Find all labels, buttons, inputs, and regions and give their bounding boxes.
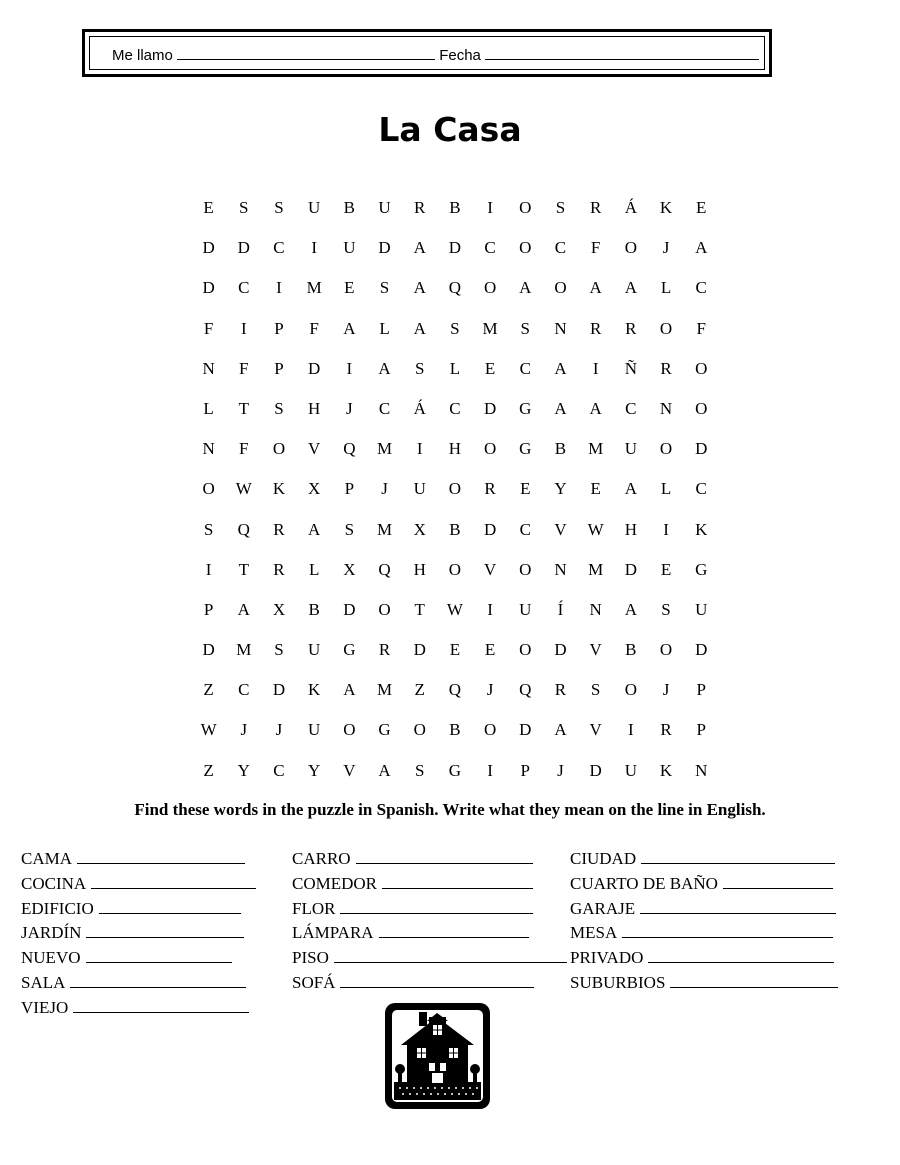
grid-letter[interactable]: A bbox=[554, 358, 567, 378]
grid-letter[interactable]: D bbox=[413, 640, 426, 660]
grid-letter[interactable]: M bbox=[306, 278, 322, 298]
grid-letter[interactable]: R bbox=[273, 519, 285, 539]
grid-letter[interactable]: S bbox=[414, 760, 425, 780]
word-list-item bbox=[21, 946, 256, 971]
grid-letter[interactable]: E bbox=[590, 479, 601, 499]
grid-letter[interactable]: A bbox=[624, 599, 637, 619]
grid-letter[interactable]: U bbox=[308, 640, 321, 660]
grid-letter[interactable]: L bbox=[203, 398, 214, 418]
vocab-word: NUEVO bbox=[21, 948, 81, 968]
grid-letter[interactable]: L bbox=[660, 278, 672, 298]
grid-letter[interactable]: G bbox=[519, 439, 532, 459]
grid-letter[interactable]: S bbox=[274, 640, 284, 660]
grid-letter[interactable]: P bbox=[344, 479, 355, 499]
grid-letter[interactable]: U bbox=[308, 198, 321, 217]
grid-letter[interactable]: R bbox=[660, 358, 672, 378]
answer-line[interactable] bbox=[640, 897, 836, 914]
grid-letter[interactable]: K bbox=[308, 680, 321, 700]
grid-letter[interactable]: O bbox=[659, 318, 673, 338]
word-search-grid bbox=[191, 192, 719, 795]
grid-letter[interactable]: C bbox=[695, 479, 707, 499]
grid-letter[interactable]: O bbox=[519, 559, 532, 579]
grid-letter[interactable]: E bbox=[484, 358, 496, 378]
grid-letter[interactable]: J bbox=[275, 720, 283, 740]
word-list-item bbox=[570, 946, 838, 971]
word-list-item bbox=[570, 971, 838, 996]
answer-line[interactable] bbox=[91, 872, 256, 889]
answer-line[interactable] bbox=[99, 897, 241, 914]
word-list-item bbox=[21, 971, 256, 996]
grid-letter[interactable]: D bbox=[202, 640, 215, 660]
instructions: Find these words in the puzzle in Spanish. Write what they mean on the line in English. bbox=[134, 800, 766, 819]
grid-letter[interactable]: D bbox=[378, 238, 391, 258]
grid-letter[interactable]: D bbox=[202, 278, 215, 298]
grid-letter[interactable]: U bbox=[413, 479, 426, 499]
grid-letter[interactable]: V bbox=[483, 559, 497, 579]
vocab-word: COMEDOR bbox=[292, 873, 378, 893]
grid-letter[interactable]: E bbox=[696, 198, 707, 217]
word-list-item bbox=[292, 971, 567, 996]
grid-letter[interactable]: U bbox=[343, 238, 356, 258]
vocab-word: SALA bbox=[21, 972, 66, 992]
grid-letter[interactable]: Z bbox=[203, 760, 214, 780]
grid-letter[interactable]: X bbox=[413, 519, 426, 539]
grid-letter[interactable]: J bbox=[240, 720, 248, 740]
grid-letter[interactable]: J bbox=[346, 398, 353, 418]
grid-letter[interactable]: A bbox=[237, 599, 250, 619]
grid-letter[interactable]: Ñ bbox=[624, 358, 637, 378]
grid-letter[interactable]: I bbox=[487, 198, 493, 217]
date-label: Fecha bbox=[439, 47, 481, 64]
grid-letter[interactable]: D bbox=[272, 680, 286, 700]
word-list-column-3 bbox=[570, 847, 838, 996]
answer-line[interactable] bbox=[670, 971, 838, 988]
grid-letter[interactable]: F bbox=[203, 318, 214, 338]
grid-letter[interactable]: O bbox=[448, 559, 462, 579]
grid-letter[interactable]: A bbox=[554, 720, 567, 740]
grid-letter[interactable]: O bbox=[659, 640, 673, 660]
grid-letter[interactable]: A bbox=[695, 238, 708, 258]
grid-letter[interactable]: D bbox=[554, 640, 567, 660]
word-list-item bbox=[292, 847, 567, 872]
grid-letter[interactable]: Y bbox=[554, 479, 567, 499]
house-icon bbox=[385, 1003, 490, 1109]
grid-letter[interactable]: M bbox=[236, 640, 252, 660]
grid-letter[interactable]: I bbox=[663, 519, 669, 539]
name-blank[interactable] bbox=[177, 47, 435, 60]
name-date-line bbox=[112, 47, 759, 64]
grid-letter[interactable]: F bbox=[239, 358, 249, 378]
answer-line[interactable] bbox=[622, 921, 833, 938]
grid-letter[interactable]: B bbox=[449, 519, 461, 539]
grid-letter[interactable]: G bbox=[519, 398, 532, 418]
grid-letter[interactable]: S bbox=[590, 680, 601, 700]
answer-line[interactable] bbox=[77, 847, 245, 864]
word-list-item bbox=[292, 946, 567, 971]
grid-letter[interactable]: F bbox=[309, 318, 319, 338]
grid-letter[interactable]: I bbox=[416, 439, 423, 459]
word-list-column-1 bbox=[21, 847, 256, 1021]
grid-letter[interactable]: O bbox=[483, 720, 497, 740]
grid-letter[interactable]: O bbox=[272, 439, 286, 459]
grid-letter[interactable]: Z bbox=[203, 680, 214, 700]
grid-letter[interactable]: R bbox=[660, 720, 672, 740]
grid-letter[interactable]: S bbox=[239, 198, 249, 217]
answer-line[interactable] bbox=[723, 872, 833, 889]
grid-letter[interactable]: E bbox=[344, 278, 355, 298]
grid-letter[interactable]: S bbox=[555, 198, 566, 217]
grid-letter[interactable]: D bbox=[448, 238, 462, 258]
name-date-inner-border bbox=[89, 36, 765, 70]
grid-letter[interactable]: O bbox=[695, 398, 708, 418]
name-label: Me llamo bbox=[112, 47, 173, 64]
grid-letter[interactable]: I bbox=[276, 278, 282, 298]
grid-letter[interactable]: M bbox=[376, 519, 393, 539]
grid-letter[interactable]: D bbox=[589, 760, 602, 780]
grid-letter[interactable]: I bbox=[240, 318, 247, 338]
grid-letter[interactable]: X bbox=[272, 599, 286, 619]
grid-letter[interactable]: I bbox=[311, 238, 317, 258]
grid-letter[interactable]: H bbox=[413, 559, 426, 579]
grid-letter[interactable]: C bbox=[378, 398, 391, 418]
word-list-item bbox=[21, 847, 256, 872]
grid-letter[interactable]: M bbox=[376, 439, 393, 459]
grid-letter[interactable]: A bbox=[343, 680, 356, 700]
grid-letter[interactable]: S bbox=[344, 519, 355, 539]
vocab-word: SUBURBIOS bbox=[570, 972, 666, 992]
grid-letter[interactable]: B bbox=[343, 198, 356, 217]
grid-letter[interactable]: S bbox=[414, 358, 425, 378]
grid-letter[interactable]: T bbox=[238, 559, 249, 579]
grid-letter[interactable]: D bbox=[483, 519, 497, 539]
grid-letter[interactable]: N bbox=[554, 559, 567, 579]
grid-letter[interactable]: F bbox=[590, 238, 601, 258]
grid-letter[interactable]: Q bbox=[519, 680, 532, 700]
word-list-item bbox=[21, 872, 256, 897]
grid-letter[interactable]: O bbox=[448, 479, 462, 499]
grid-letter[interactable]: X bbox=[308, 479, 321, 499]
grid-letter[interactable]: P bbox=[696, 720, 706, 740]
grid-letter[interactable]: Q bbox=[378, 559, 391, 579]
answer-line[interactable] bbox=[356, 847, 533, 864]
grid-letter[interactable]: V bbox=[343, 760, 356, 780]
vocab-word: CAMA bbox=[21, 849, 73, 868]
grid-letter[interactable]: O bbox=[624, 238, 637, 258]
grid-letter[interactable]: I bbox=[628, 720, 634, 740]
grid-letter[interactable]: C bbox=[519, 519, 531, 539]
grid-letter[interactable]: U bbox=[624, 439, 637, 459]
grid-letter[interactable]: V bbox=[589, 720, 602, 740]
grid-letter[interactable]: L bbox=[449, 358, 461, 378]
grid-letter[interactable]: Y bbox=[308, 760, 321, 780]
vocab-word: FLOR bbox=[292, 898, 336, 918]
answer-line[interactable] bbox=[379, 921, 529, 938]
grid-letter[interactable]: I bbox=[205, 559, 212, 579]
word-list-item bbox=[570, 897, 838, 922]
grid-letter[interactable]: O bbox=[413, 720, 426, 740]
grid-letter[interactable]: R bbox=[414, 198, 426, 217]
grid-letter[interactable]: S bbox=[661, 599, 671, 619]
grid-letter[interactable]: K bbox=[659, 760, 673, 780]
grid-letter[interactable]: G bbox=[378, 720, 391, 740]
word-list-item bbox=[292, 897, 567, 922]
grid-letter[interactable]: E bbox=[484, 640, 496, 660]
grid-letter[interactable]: U bbox=[519, 599, 532, 619]
grid-letter[interactable]: B bbox=[449, 720, 461, 740]
grid-letter[interactable]: R bbox=[554, 680, 567, 700]
word-list-item bbox=[570, 921, 838, 946]
grid-letter[interactable]: N bbox=[659, 398, 673, 418]
grid-letter[interactable]: V bbox=[308, 439, 321, 459]
grid-letter[interactable]: Z bbox=[414, 680, 425, 700]
grid-letter[interactable]: H bbox=[448, 439, 462, 459]
word-list-item bbox=[21, 996, 256, 1021]
date-blank[interactable] bbox=[485, 47, 759, 60]
grid-letter[interactable]: L bbox=[660, 479, 672, 499]
grid-letter[interactable]: I bbox=[487, 760, 493, 780]
name-date-box bbox=[82, 29, 772, 77]
grid-letter[interactable]: O bbox=[519, 640, 532, 660]
grid-letter[interactable]: S bbox=[274, 398, 284, 418]
word-list-column-2 bbox=[292, 847, 567, 996]
grid-letter[interactable]: I bbox=[487, 599, 493, 619]
grid-letter[interactable]: P bbox=[203, 599, 214, 619]
grid-letter[interactable]: O bbox=[624, 680, 637, 700]
grid-letter[interactable]: D bbox=[695, 439, 708, 459]
grid-letter[interactable]: A bbox=[378, 760, 391, 780]
grid-letter[interactable]: D bbox=[308, 358, 321, 378]
grid-letter[interactable]: L bbox=[379, 318, 390, 338]
vocab-word: EDIFICIO bbox=[21, 898, 94, 918]
grid-letter[interactable]: F bbox=[239, 439, 249, 459]
grid-letter[interactable]: B bbox=[308, 599, 320, 619]
grid-letter[interactable]: A bbox=[413, 238, 426, 258]
grid-letter[interactable]: S bbox=[203, 519, 214, 539]
grid-letter[interactable]: U bbox=[308, 720, 321, 740]
answer-line[interactable] bbox=[70, 971, 246, 988]
grid-letter[interactable]: C bbox=[238, 680, 250, 700]
grid-letter[interactable]: A bbox=[589, 278, 602, 298]
grid-letter[interactable]: R bbox=[589, 318, 602, 338]
grid-letter[interactable]: O bbox=[202, 479, 215, 499]
vocab-word: COCINA bbox=[21, 873, 87, 893]
grid-letter[interactable]: R bbox=[378, 640, 391, 660]
word-list-item bbox=[21, 897, 256, 922]
vocab-word: VIEJO bbox=[21, 997, 69, 1017]
grid-letter[interactable]: E bbox=[449, 640, 461, 660]
grid-letter[interactable]: M bbox=[588, 559, 604, 579]
grid-letter[interactable]: U bbox=[695, 599, 708, 619]
grid-letter[interactable]: A bbox=[519, 278, 532, 298]
word-list-item bbox=[21, 921, 256, 946]
grid-letter[interactable]: C bbox=[519, 358, 531, 378]
grid-letter[interactable]: S bbox=[520, 318, 531, 338]
grid-letter[interactable]: P bbox=[274, 358, 284, 378]
grid-letter[interactable]: N bbox=[554, 318, 567, 338]
vocab-word: CIUDAD bbox=[570, 849, 637, 868]
grid-letter[interactable]: Q bbox=[448, 680, 462, 700]
answer-line[interactable] bbox=[382, 872, 533, 889]
word-list-item bbox=[570, 847, 838, 872]
answer-line[interactable] bbox=[334, 946, 567, 963]
grid-letter[interactable]: V bbox=[589, 640, 602, 660]
grid-letter[interactable]: Q bbox=[448, 278, 462, 298]
grid-letter[interactable]: L bbox=[308, 559, 320, 579]
grid-letter[interactable]: E bbox=[660, 559, 672, 579]
vocab-word: GARAJE bbox=[570, 898, 636, 918]
word-list-item bbox=[292, 921, 567, 946]
grid-letter[interactable]: D bbox=[624, 559, 637, 579]
grid-letter[interactable]: G bbox=[448, 760, 462, 780]
grid-letter[interactable]: D bbox=[202, 238, 215, 258]
vocab-word: LÁMPARA bbox=[292, 923, 374, 943]
grid-letter[interactable]: A bbox=[554, 398, 567, 418]
grid-letter[interactable]: D bbox=[237, 238, 250, 258]
grid-letter[interactable]: K bbox=[272, 479, 286, 499]
grid-letter[interactable]: W bbox=[587, 519, 604, 539]
grid-letter[interactable]: B bbox=[554, 439, 567, 459]
grid-letter[interactable]: P bbox=[696, 680, 706, 700]
grid-letter[interactable]: Á bbox=[624, 198, 637, 217]
grid-letter[interactable]: A bbox=[624, 479, 637, 499]
grid-letter[interactable]: H bbox=[308, 398, 321, 418]
grid-letter[interactable]: A bbox=[624, 278, 637, 298]
grid-letter[interactable]: A bbox=[413, 318, 426, 338]
grid-letter[interactable]: N bbox=[589, 599, 602, 619]
grid-letter[interactable]: A bbox=[413, 278, 426, 298]
answer-line[interactable] bbox=[86, 921, 244, 938]
grid-letter[interactable]: O bbox=[378, 599, 391, 619]
grid-letter[interactable]: S bbox=[379, 278, 390, 298]
grid-letter[interactable]: C bbox=[449, 398, 461, 418]
grid-letter[interactable]: C bbox=[238, 278, 250, 298]
word-list-item bbox=[570, 872, 838, 897]
grid-letter[interactable]: O bbox=[483, 278, 497, 298]
grid-letter[interactable]: C bbox=[695, 278, 707, 298]
grid-letter[interactable]: O bbox=[695, 358, 708, 378]
grid-letter[interactable]: G bbox=[343, 640, 356, 660]
grid-letter[interactable]: D bbox=[483, 398, 497, 418]
grid-letter[interactable]: A bbox=[378, 358, 391, 378]
vocab-word: MESA bbox=[570, 923, 618, 943]
grid-letter[interactable]: Q bbox=[237, 519, 250, 539]
page-title: La Casa bbox=[378, 110, 522, 149]
grid-letter[interactable]: P bbox=[520, 760, 531, 780]
grid-letter[interactable]: Q bbox=[343, 439, 356, 459]
vocab-word: CARRO bbox=[292, 849, 351, 868]
grid-letter[interactable]: O bbox=[483, 439, 497, 459]
vocab-word: PISO bbox=[292, 948, 329, 968]
grid-letter[interactable]: W bbox=[446, 599, 463, 619]
grid-letter[interactable]: K bbox=[659, 198, 673, 217]
grid-letter[interactable]: M bbox=[588, 439, 604, 459]
grid-letter[interactable]: V bbox=[554, 519, 567, 539]
grid-letter[interactable]: J bbox=[486, 680, 494, 700]
grid-letter[interactable]: Í bbox=[557, 599, 564, 619]
grid-letter[interactable]: H bbox=[624, 519, 637, 539]
grid-letter[interactable]: J bbox=[662, 238, 670, 258]
grid-letter[interactable]: O bbox=[519, 198, 532, 217]
grid-letter[interactable]: Á bbox=[413, 398, 426, 418]
answer-line[interactable] bbox=[86, 946, 232, 963]
grid-letter[interactable]: U bbox=[378, 198, 391, 217]
grid-letter[interactable]: N bbox=[695, 760, 708, 780]
grid-letter[interactable]: O bbox=[554, 278, 567, 298]
answer-line[interactable] bbox=[340, 971, 534, 988]
vocab-word: JARDÍN bbox=[21, 923, 82, 943]
answer-line[interactable] bbox=[641, 847, 835, 864]
grid-letter[interactable]: A bbox=[308, 519, 321, 539]
grid-letter[interactable]: J bbox=[662, 680, 670, 700]
grid-letter[interactable]: X bbox=[343, 559, 356, 579]
grid-letter[interactable]: Y bbox=[237, 760, 250, 780]
grid-letter[interactable]: D bbox=[695, 640, 708, 660]
grid-letter[interactable]: M bbox=[376, 680, 393, 700]
grid-letter[interactable]: A bbox=[343, 318, 356, 338]
grid-letter[interactable]: T bbox=[238, 398, 249, 418]
grid-letter[interactable]: C bbox=[273, 238, 285, 258]
grid-letter[interactable]: R bbox=[589, 198, 602, 217]
grid-letter[interactable]: P bbox=[274, 318, 284, 338]
grid-letter[interactable]: S bbox=[274, 198, 284, 217]
grid-letter[interactable]: N bbox=[202, 358, 215, 378]
grid-letter[interactable]: O bbox=[343, 720, 356, 740]
grid-letter[interactable]: D bbox=[343, 599, 356, 619]
grid-letter[interactable]: W bbox=[200, 720, 217, 740]
grid-letter[interactable]: R bbox=[273, 559, 285, 579]
grid-letter[interactable]: R bbox=[625, 318, 637, 338]
grid-letter[interactable]: R bbox=[484, 479, 496, 499]
grid-letter[interactable]: E bbox=[520, 479, 531, 499]
grid-letter[interactable]: J bbox=[557, 760, 564, 780]
grid-letter[interactable]: C bbox=[273, 760, 285, 780]
answer-line[interactable] bbox=[73, 996, 249, 1013]
vocab-word: SOFÁ bbox=[292, 972, 336, 992]
grid-letter[interactable]: E bbox=[203, 198, 214, 217]
grid-letter[interactable]: C bbox=[625, 398, 637, 418]
grid-letter[interactable]: C bbox=[484, 238, 496, 258]
grid-letter[interactable]: I bbox=[346, 358, 353, 378]
grid-letter[interactable]: J bbox=[381, 479, 388, 499]
grid-letter[interactable]: B bbox=[625, 640, 637, 660]
grid-letter[interactable]: B bbox=[449, 198, 461, 217]
word-list-item bbox=[292, 872, 567, 897]
grid-letter[interactable]: C bbox=[554, 238, 567, 258]
grid-letter[interactable]: T bbox=[414, 599, 425, 619]
grid-letter[interactable]: N bbox=[202, 439, 215, 459]
grid-letter[interactable]: A bbox=[589, 398, 602, 418]
grid-letter[interactable]: G bbox=[695, 559, 708, 579]
grid-letter[interactable]: F bbox=[696, 318, 706, 338]
grid-letter[interactable]: U bbox=[624, 760, 637, 780]
vocab-word: CUARTO DE BAÑO bbox=[570, 873, 718, 893]
grid-letter[interactable]: O bbox=[519, 238, 532, 258]
grid-letter[interactable]: M bbox=[482, 318, 498, 338]
grid-letter[interactable]: D bbox=[519, 720, 532, 740]
grid-letter[interactable]: K bbox=[695, 519, 708, 539]
grid-letter[interactable]: W bbox=[235, 479, 252, 499]
grid-letter[interactable]: I bbox=[592, 358, 599, 378]
grid-letter[interactable]: O bbox=[659, 439, 673, 459]
vocab-word: PRIVADO bbox=[570, 948, 644, 968]
answer-line[interactable] bbox=[648, 946, 834, 963]
answer-line[interactable] bbox=[340, 897, 533, 914]
grid-letter[interactable]: S bbox=[450, 318, 460, 338]
